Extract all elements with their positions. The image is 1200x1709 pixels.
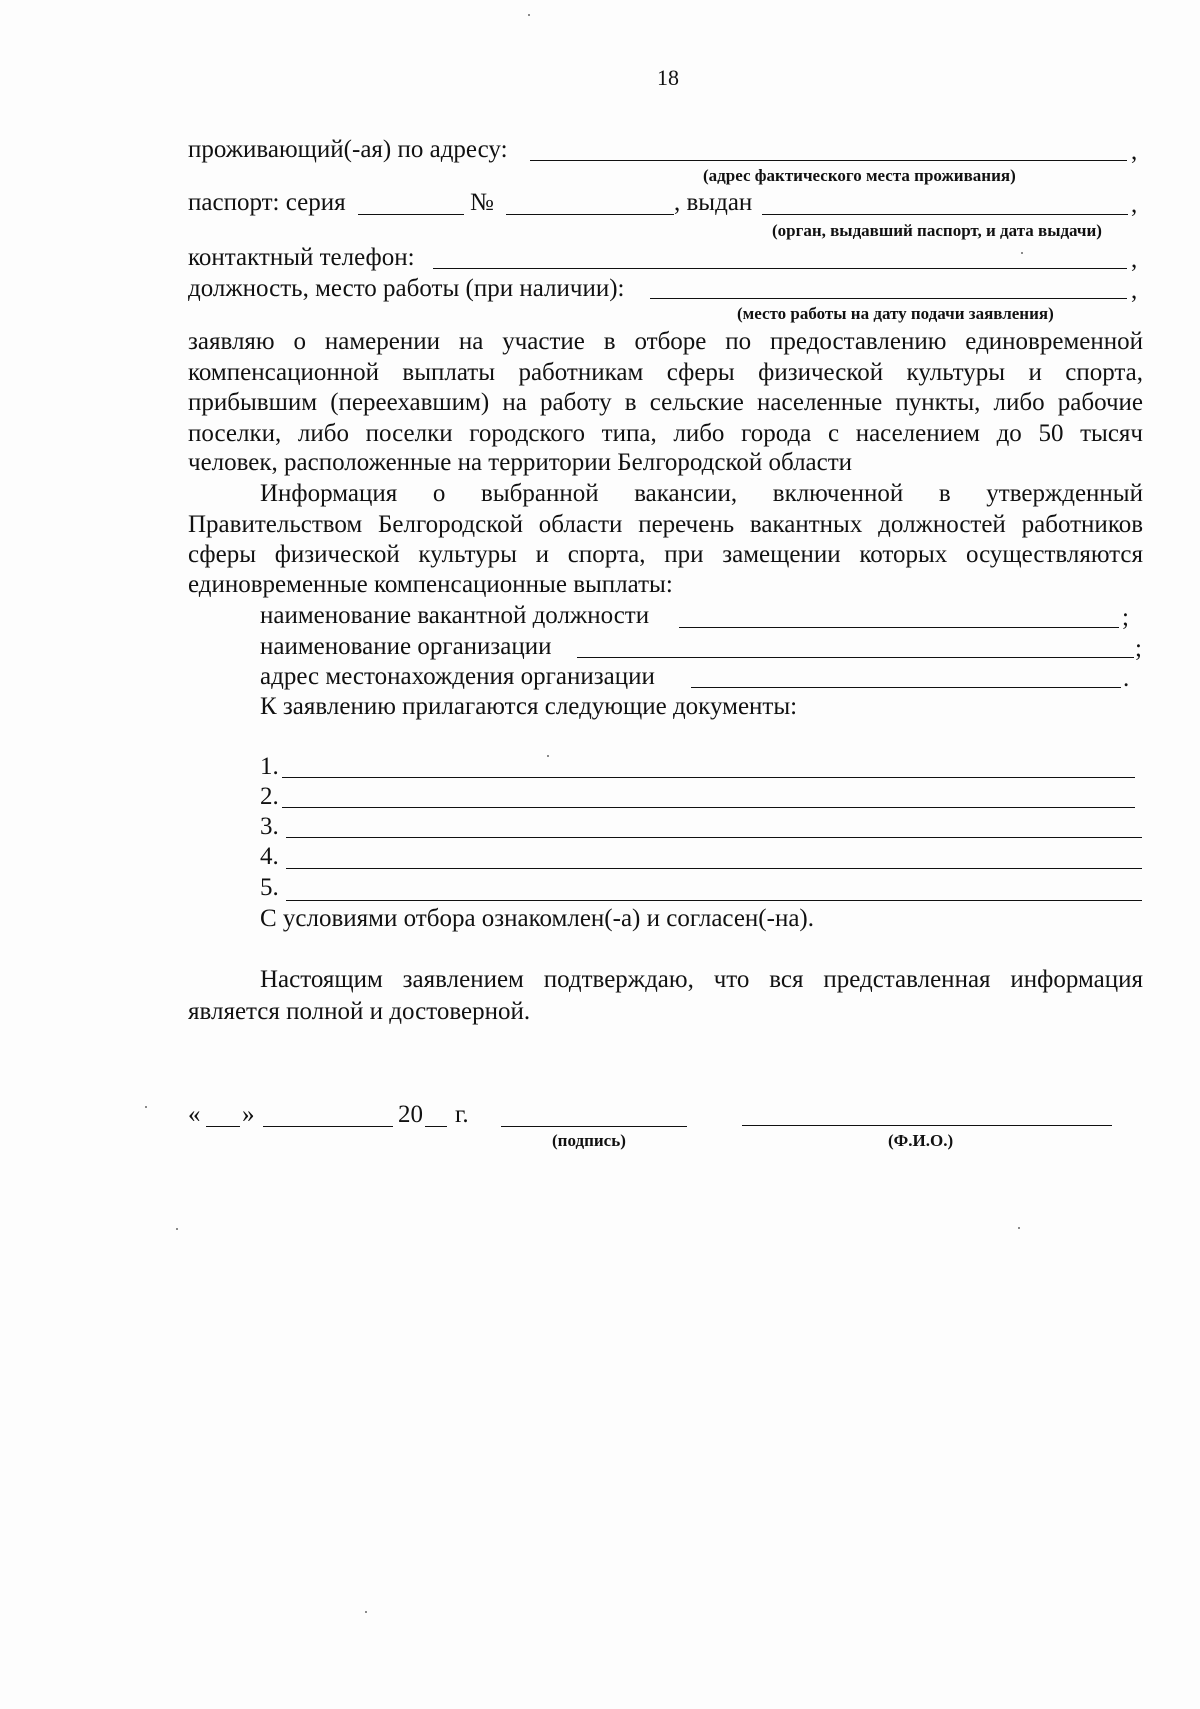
address-label: проживающий(-ая) по адресу: [188, 136, 508, 163]
document-field-4[interactable] [286, 868, 1142, 869]
document-number-1: 1. [260, 753, 279, 780]
declaration-line-4: поселки, либо поселки городского типа, либо города с населением до 50 тысяч [188, 420, 1143, 447]
passport-number-field[interactable] [506, 214, 674, 215]
vacancy-info-line-2: Правительством Белгородской области перечень вакантных должностей работников [188, 511, 1143, 538]
vacant-position-field[interactable] [679, 627, 1119, 628]
page-number: 18 [657, 65, 679, 90]
document-field-1[interactable] [282, 777, 1135, 778]
job-comma: , [1131, 277, 1138, 304]
document-number-5: 5. [260, 874, 279, 901]
organization-address-label: адрес местонахождения организации [260, 663, 655, 690]
organization-address-period: . [1123, 665, 1130, 692]
scan-speck [1021, 252, 1023, 254]
organization-label: наименование организации [260, 633, 552, 660]
scan-speck [528, 14, 530, 16]
phone-comma: , [1131, 246, 1138, 273]
date-year-suffix: г. [455, 1101, 469, 1128]
vacancy-info-line-4: единовременные компенсационные выплаты: [188, 571, 673, 598]
address-field[interactable] [530, 160, 1127, 161]
organization-address-field[interactable] [691, 687, 1121, 688]
scan-speck [1018, 1227, 1020, 1229]
document-field-5[interactable] [286, 900, 1142, 901]
confirmation-line-1: Настоящим заявлением подтверждаю, что вся представленная информация [260, 966, 1143, 993]
document-number-2: 2. [260, 783, 279, 810]
date-month-field[interactable] [263, 1126, 393, 1127]
passport-caption: (орган, выдавший паспорт, и дата выдачи) [772, 221, 1102, 240]
fio-field[interactable] [742, 1125, 1112, 1126]
job-field[interactable] [650, 298, 1127, 299]
declaration-line-5: человек, расположенные на территории Белгородской области [188, 449, 853, 476]
passport-label: паспорт: серия [188, 189, 346, 216]
declaration-line-1: заявляю о намерении на участие в отборе по предоставлению единовременной [188, 328, 1143, 355]
agreement-text: С условиями отбора ознакомлен(-а) и согласен(-на). [260, 905, 814, 932]
declaration-line-3: прибывшим (переехавшим) на работу в сельские населенные пункты, либо рабочие [188, 389, 1143, 416]
date-year-field[interactable] [425, 1126, 447, 1127]
document-field-3[interactable] [286, 837, 1142, 838]
date-year-prefix: 20 [398, 1101, 423, 1128]
confirmation-line-2: является полной и достоверной. [188, 998, 531, 1025]
passport-issued-label: , выдан [674, 189, 753, 216]
passport-number-sign: № [470, 189, 494, 216]
vacancy-info-line-3: сферы физической культуры и спорта, при замещении которых осуществляются [188, 541, 1143, 568]
signature-caption: (подпись) [552, 1131, 626, 1150]
job-label: должность, место работы (при наличии): [188, 275, 625, 302]
document-number-4: 4. [260, 843, 279, 870]
phone-field[interactable] [433, 268, 1127, 269]
document-number-3: 3. [260, 813, 279, 840]
date-quote-open: « [188, 1101, 201, 1128]
vacant-position-semicolon: ; [1122, 604, 1129, 631]
organization-field[interactable] [577, 657, 1134, 658]
phone-label: контактный телефон: [188, 244, 415, 271]
scan-speck [547, 755, 549, 757]
passport-comma: , [1131, 191, 1138, 218]
passport-issuer-field[interactable] [762, 214, 1128, 215]
fio-caption: (Ф.И.О.) [888, 1131, 954, 1150]
organization-semicolon: ; [1135, 635, 1142, 662]
date-day-field[interactable] [206, 1126, 240, 1127]
declaration-line-2: компенсационной выплаты работникам сферы физической культуры и спорта, [188, 359, 1143, 386]
documents-intro: К заявлению прилагаются следующие документы: [260, 693, 798, 720]
passport-series-field[interactable] [358, 214, 464, 215]
scan-speck [365, 1611, 367, 1613]
scan-speck [145, 1106, 147, 1108]
address-caption: (адрес фактического места проживания) [703, 166, 1016, 185]
vacant-position-label: наименование вакантной должности [260, 602, 650, 629]
job-caption: (место работы на дату подачи заявления) [737, 304, 1054, 323]
vacancy-info-line-1: Информация о выбранной вакансии, включенной в утвержденный [260, 480, 1143, 507]
address-comma: , [1131, 138, 1138, 165]
scan-speck [176, 1228, 178, 1230]
signature-field[interactable] [501, 1126, 687, 1127]
document-field-2[interactable] [282, 807, 1135, 808]
date-quote-close: » [242, 1101, 255, 1128]
